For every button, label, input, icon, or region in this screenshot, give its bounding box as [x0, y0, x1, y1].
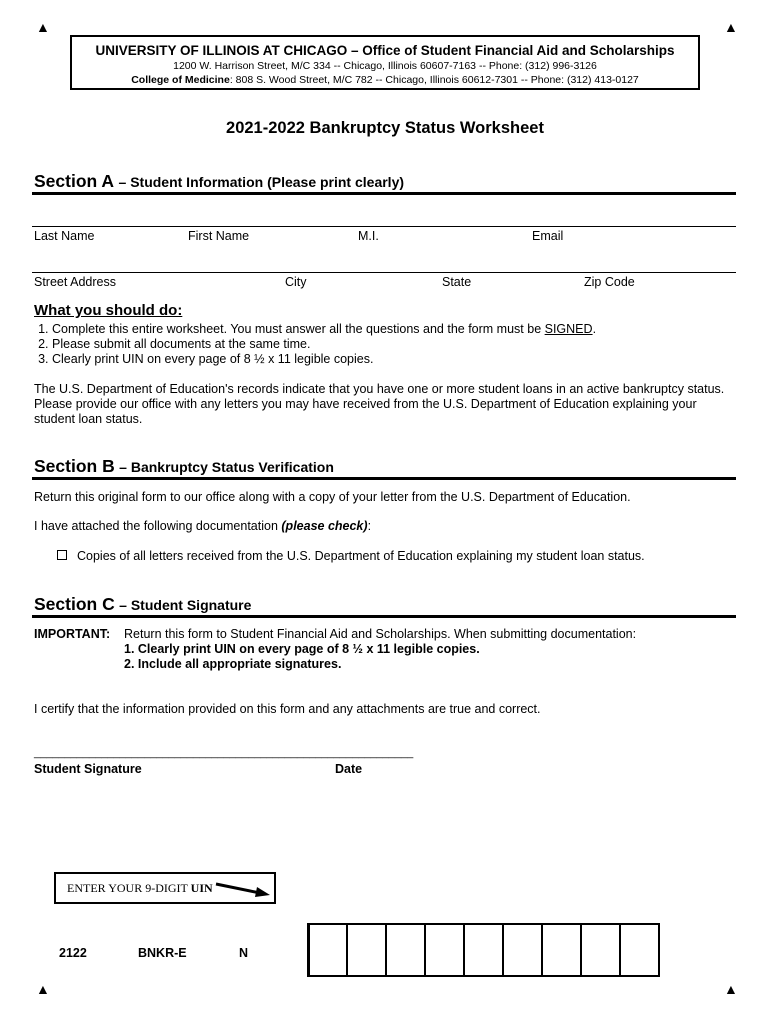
section-a-rule	[32, 192, 736, 195]
instructions-list	[34, 322, 734, 367]
form-year-code: 2122	[59, 946, 87, 960]
documentation-checkbox-label: Copies of all letters received from the U.S. Department of Education explaining my student loan status.	[77, 549, 645, 563]
last-name-label: Last Name	[34, 229, 95, 243]
signed-emphasis: SIGNED	[544, 322, 593, 336]
college-of-medicine-address: College of Medicine: 808 S. Wood Street, M/C 782 -- Chicago, Illinois 60612-7301 -- Phone: (312) 413-0127	[131, 74, 639, 86]
uin-digit-cell[interactable]	[346, 923, 387, 977]
middle-initial-label: M.I.	[358, 229, 379, 243]
important-text: Return this form to Student Financial Aid and Scholarships. When submitting documentation:	[124, 627, 637, 641]
city-label: City	[285, 275, 307, 289]
date-label: Date	[335, 762, 363, 776]
important-label: IMPORTANT:	[34, 627, 111, 641]
zip-code-label: Zip Code	[584, 275, 635, 289]
signature-line[interactable]: ______________________________________________________________	[34, 747, 414, 759]
form-id-code: BNKR-E	[138, 946, 187, 960]
section-b-heading: Section B – Bankruptcy Status Verification	[34, 456, 334, 476]
uin-digit-cell[interactable]	[580, 923, 621, 977]
corner-marker-top-left: ▲	[36, 19, 50, 35]
attached-documentation-text: I have attached the following documentation (please check):	[34, 519, 372, 533]
section-a-heading: Section A – Student Information (Please print clearly)	[34, 171, 405, 191]
name-row-line[interactable]	[32, 226, 736, 227]
uin-digit-cell[interactable]	[385, 923, 426, 977]
section-b-instruction: Return this original form to our office along with a copy of your letter from the U.S. Department of Education.	[34, 490, 631, 504]
form-suffix-code: N	[239, 946, 249, 960]
instruction-item: 3. Clearly print UIN on every page of 8 ½ x 11 legible copies.	[52, 352, 734, 367]
address-row-line[interactable]	[32, 272, 736, 273]
documentation-checkbox[interactable]	[57, 550, 67, 560]
instruction-item: 2. Please submit all documents at the same time.	[52, 337, 734, 352]
student-signature-label: Student Signature	[34, 762, 142, 776]
section-c-heading: Section C – Student Signature	[34, 594, 252, 614]
main-office-address: 1200 W. Harrison Street, M/C 334 -- Chicago, Illinois 60607-7163 -- Phone: (312) 996-3126	[173, 60, 597, 72]
street-address-label: Street Address	[34, 275, 116, 289]
uin-prompt: ENTER YOUR 9-DIGIT UIN	[67, 881, 213, 895]
bankruptcy-notice: The U.S. Department of Education's records indicate that you have one or more student loans in an active bankruptcy status. Please provide our office with any letters you may have received from the U.S. Department of Education explaining your student loan status.	[34, 382, 725, 426]
section-b-rule	[32, 477, 736, 480]
instruction-item: 1. Complete this entire worksheet. You must answer all the questions and the form must be SIGNED.	[52, 322, 734, 337]
uin-prompt-box	[54, 872, 276, 904]
corner-marker-bottom-right: ▲	[724, 981, 738, 997]
uin-entry-cells	[307, 923, 658, 977]
uin-digit-cell[interactable]	[463, 923, 504, 977]
instructions-heading: What you should do:	[34, 302, 183, 319]
important-item: 2. Include all appropriate signatures.	[124, 657, 342, 671]
state-label: State	[442, 275, 472, 289]
uin-digit-cell[interactable]	[502, 923, 543, 977]
important-item: 1. Clearly print UIN on every page of 8 ½ x 11 legible copies.	[124, 642, 480, 656]
certification-statement: I certify that the information provided on this form and any attachments are true and correct.	[34, 702, 541, 716]
arrow-right-icon	[214, 880, 272, 898]
institution-header	[70, 35, 700, 90]
corner-marker-bottom-left: ▲	[36, 981, 50, 997]
documentation-checkbox-row[interactable]	[57, 549, 737, 564]
uin-digit-cell[interactable]	[619, 923, 660, 977]
email-label: Email	[532, 229, 564, 243]
uin-digit-cell[interactable]	[541, 923, 582, 977]
page-title: 2021-2022 Bankruptcy Status Worksheet	[226, 119, 544, 137]
institution-name: UNIVERSITY OF ILLINOIS AT CHICAGO – Office of Student Financial Aid and Scholarships	[95, 43, 675, 58]
uin-digit-cell[interactable]	[424, 923, 465, 977]
corner-marker-top-right: ▲	[724, 19, 738, 35]
first-name-label: First Name	[188, 229, 250, 243]
uin-digit-cell[interactable]	[307, 923, 348, 977]
section-c-rule	[32, 615, 736, 618]
